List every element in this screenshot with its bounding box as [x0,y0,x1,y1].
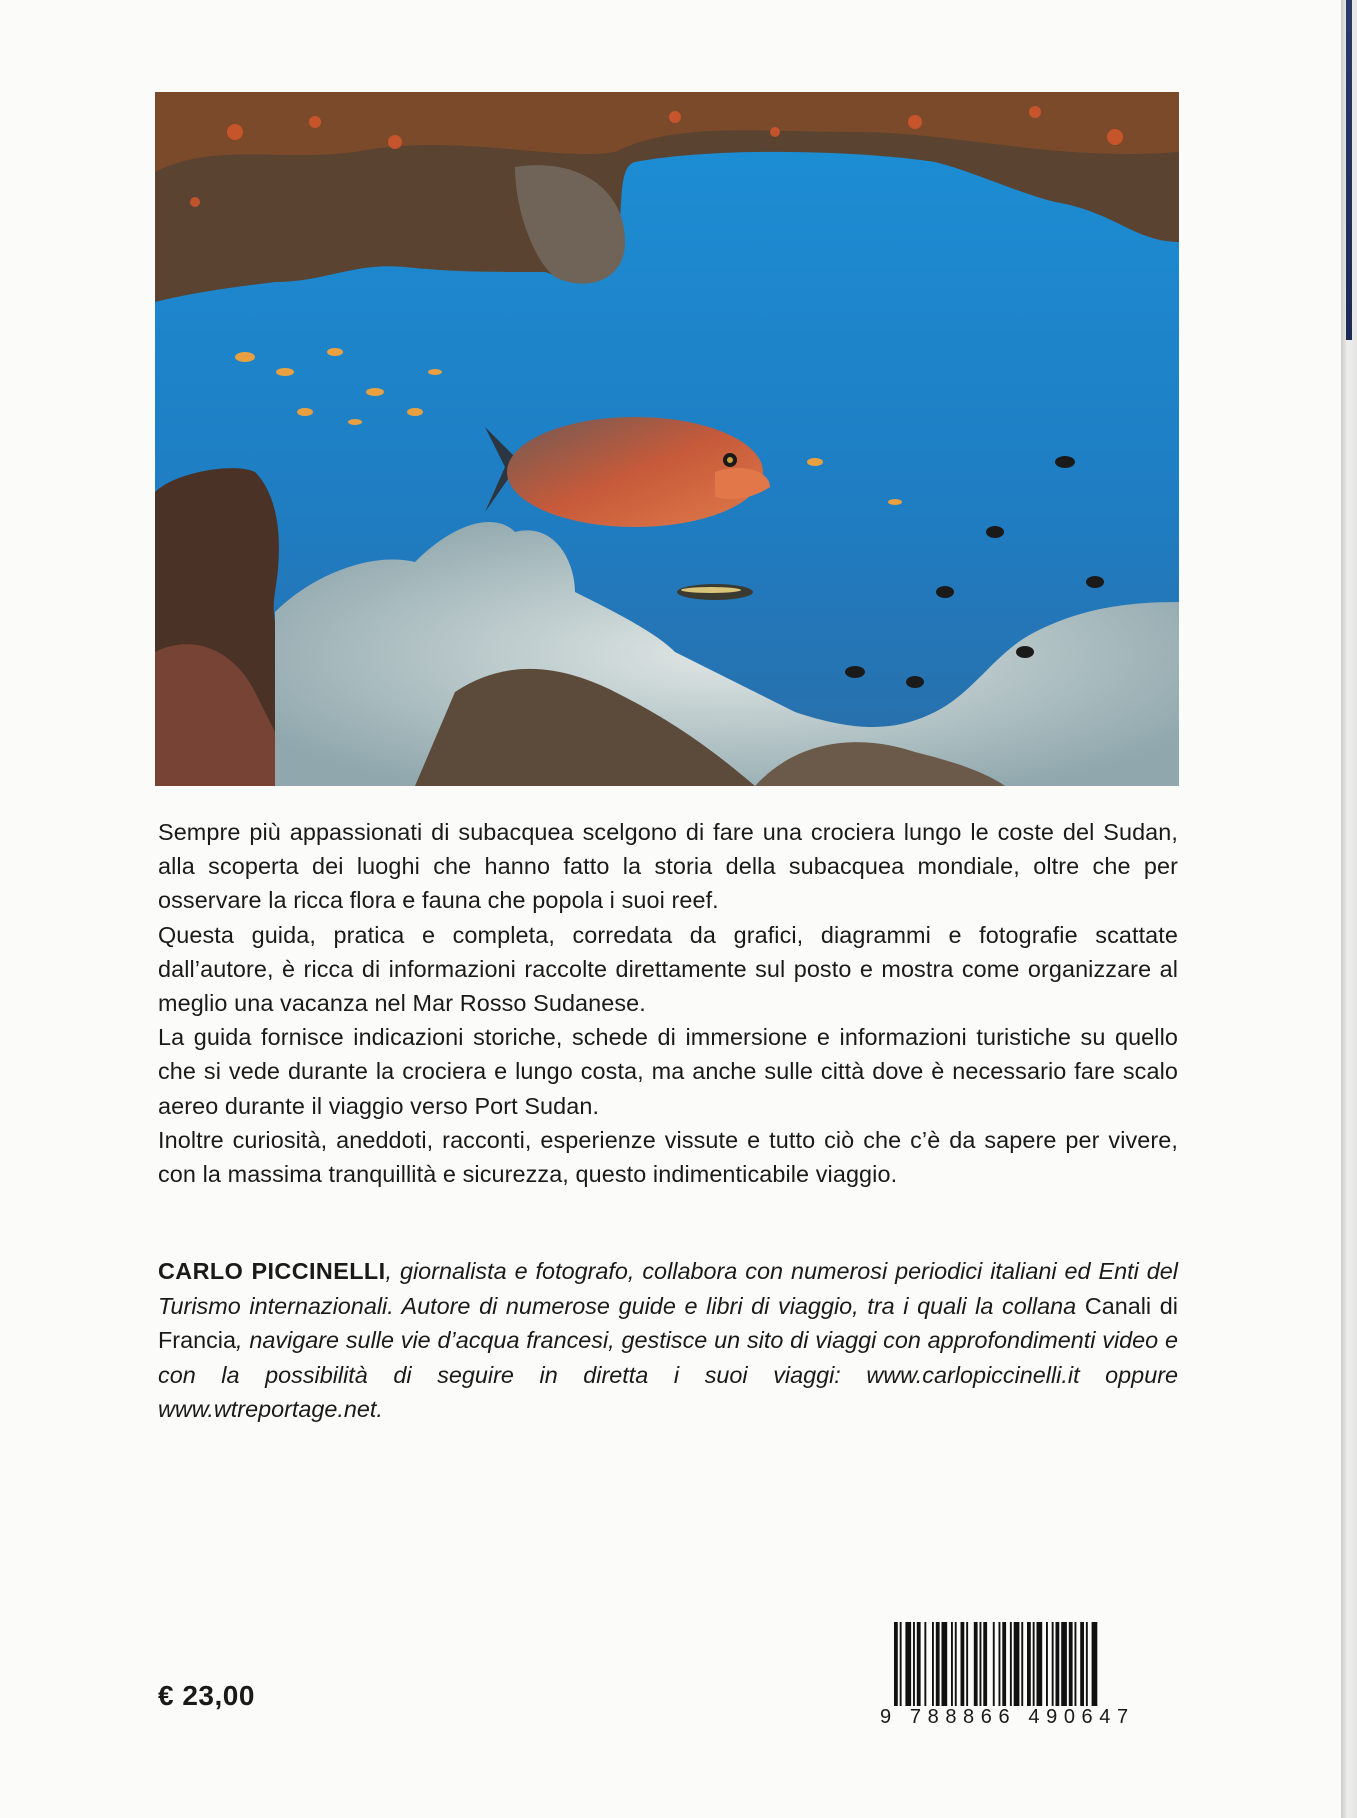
barcode-bar [1075,1622,1077,1706]
barcode-bar [1046,1622,1048,1706]
barcode-bar [900,1622,902,1706]
barcode-bar [1037,1622,1043,1706]
barcode-bar [974,1622,978,1706]
barcode-bar [999,1622,1001,1706]
barcode-bar [993,1622,995,1706]
barcode-bar [1021,1622,1023,1706]
book-description [158,815,1178,1191]
barcode-bar [955,1622,957,1706]
barcode-bar [1010,1622,1012,1706]
barcode-bar [1014,1622,1020,1706]
author-bio-text-1: , giornalista e fotografo, collabora con numerosi periodici italiani ed Enti del Turismo internazionali. Autore di numerose guide e libri di viaggio, tra i quali la collana [158,1258,1179,1319]
barcode-bar [1086,1622,1088,1706]
barcode-bar [961,1622,965,1706]
barcode-bar [905,1622,911,1706]
isbn-barcode-digits: 9 788866 490647 [880,1706,1135,1728]
barcode-bar [1033,1622,1035,1706]
price-label: € 23,00 [158,1680,255,1711]
barcode-bar [1061,1622,1067,1706]
description-paragraph-4: Inoltre curiosità, aneddoti, racconti, esperienze vissute e tutto ciò che c’è da sapere per vivere, con la massima tranquillità e sicurezza, questo indimenticabile viaggio. [158,1126,1178,1188]
author-bio-text-2: , navigare sulle vie d’acqua francesi, gestisce un sito di viaggi con approfondimenti video e con la possibilità di seguire in diretta i suoi viaggi: www.carlopiccinelli.it oppure www.wtreportage.net. [158,1327,1178,1423]
description-paragraph-3: La guida fornisce indicazioni storiche, schede di immersione e informazioni turistiche su quello che si vede durante la crociera e lungo costa, ma anche sulle città dove è necessario fare scalo aereo durante il viaggio verso Port Sudan. [158,1024,1178,1119]
barcode-bar [917,1622,921,1706]
barcode-bar [1069,1622,1073,1706]
barcode-bar [951,1622,953,1706]
series-name: Canali di Francia [158,1292,1178,1354]
barcode-bar [936,1622,940,1706]
barcode-bar [1080,1622,1084,1706]
barcode-bar [983,1622,987,1706]
author-bio [158,1254,1178,1427]
barcode-bar [1027,1622,1031,1706]
barcode-bar [913,1622,915,1706]
barcode-bar [1002,1622,1006,1706]
cover-photo-underwater-reef [155,92,1179,786]
barcode-bar [980,1622,982,1706]
barcode-bar [932,1622,934,1706]
barcode-bar [1052,1622,1054,1706]
barcode-bar [942,1622,948,1706]
barcode-bar [894,1622,898,1706]
description-paragraph-2: Questa guida, pratica e completa, corredata da grafici, diagrammi e fotografie scattate dall’autore, è ricca di informazioni raccolte direttamente sul posto e mostra come organizzare al meglio una vacanza nel Mar Rosso Sudanese. [158,921,1178,1017]
barcode-bar [924,1622,926,1706]
barcode-bar [966,1622,968,1706]
description-paragraph-1: Sempre più appassionati di subacquea scelgono di fare una crociera lungo le coste del Sudan, alla scoperta dei luoghi che hanno fatto la storia della subacquea mondiale, oltre che per osservare la ricca flora e fauna che popola i suoi reef. [158,819,1178,914]
author-name: CARLO PICCINELLI [158,1258,386,1284]
barcode-bar [1092,1622,1098,1706]
book-spine-strip [1346,0,1352,340]
barcode-bar [1056,1622,1060,1706]
